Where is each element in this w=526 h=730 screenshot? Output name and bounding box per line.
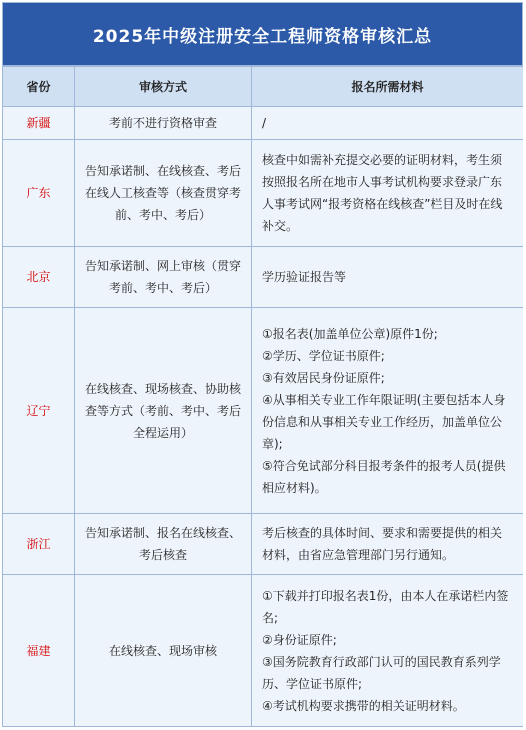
table-row xyxy=(3,247,524,308)
materials-line: 学历验证报告等 xyxy=(262,270,347,284)
materials-line: ③有效居民身份证原件; xyxy=(262,370,385,385)
materials-line: ①报名表(加盖单位公章)原件1份; xyxy=(262,326,438,341)
materials-line: 核查中如需补充提交必要的证明材料，考生须按照报名所在地市人事考试机构要求登录广东人事考试网“报考资格在线核查”栏目及时在线补交。 xyxy=(262,153,503,233)
materials-line: ④从事相关专业工作年限证明(主要包括本人身份信息和从事相关专业工作经历，加盖单位公章); xyxy=(262,392,506,451)
province-cell: 广东 xyxy=(3,140,75,247)
materials-line: ④考试机构要求携带的相关证明材料。 xyxy=(262,698,465,713)
province-cell: 新疆 xyxy=(3,107,75,140)
method-cell: 告知承诺制、网上审核（贯穿考前、考中、考后） xyxy=(75,247,252,308)
materials-line: / xyxy=(262,116,267,130)
materials-cell xyxy=(252,247,524,308)
method-cell: 在线核查、现场核查、协助核查等方式（考前、考中、考后全程运用） xyxy=(75,308,252,514)
method-cell: 考前不进行资格审查 xyxy=(75,107,252,140)
method-cell: 告知承诺制、在线核查、考后在线人工核查等（核查贯穿考前、考中、考后） xyxy=(75,140,252,247)
table-row xyxy=(3,107,524,140)
province-cell: 浙江 xyxy=(3,514,75,575)
materials-cell xyxy=(252,140,524,247)
materials-line: ③国务院教育行政部门认可的国民教育系列学历、学位证书原件; xyxy=(262,654,501,691)
table-row xyxy=(3,575,524,727)
header-materials: 报名所需材料 xyxy=(252,67,524,107)
province-cell: 北京 xyxy=(3,247,75,308)
materials-cell xyxy=(252,514,524,575)
materials-line: ①下载并打印报名表1份，由本人在承诺栏内签名; xyxy=(262,588,509,625)
header-method: 审核方式 xyxy=(75,67,252,107)
materials-line: 考后核查的具体时间、要求和需要提供的相关材料，由省应急管理部门另行通知。 xyxy=(262,526,503,562)
table-row xyxy=(3,514,524,575)
method-cell: 在线核查、现场审核 xyxy=(75,575,252,727)
materials-line: ②身份证原件; xyxy=(262,632,337,647)
review-summary-table xyxy=(2,66,523,727)
materials-cell xyxy=(252,308,524,514)
summary-table-container xyxy=(2,2,523,730)
province-cell: 福建 xyxy=(3,575,75,727)
table-title: 2025年中级注册安全工程师资格审核汇总 xyxy=(2,2,523,66)
materials-line: ②学历、学位证书原件; xyxy=(262,348,385,363)
materials-line: ⑤符合免试部分科目报考条件的报考人员(提供相应材料)。 xyxy=(262,458,506,495)
method-cell: 告知承诺制、报名在线核查、考后核查 xyxy=(75,514,252,575)
table-row xyxy=(3,140,524,247)
materials-cell xyxy=(252,575,524,727)
header-province: 省份 xyxy=(3,67,75,107)
province-cell: 辽宁 xyxy=(3,308,75,514)
materials-cell xyxy=(252,107,524,140)
header-row xyxy=(3,67,524,107)
table-row xyxy=(3,308,524,514)
